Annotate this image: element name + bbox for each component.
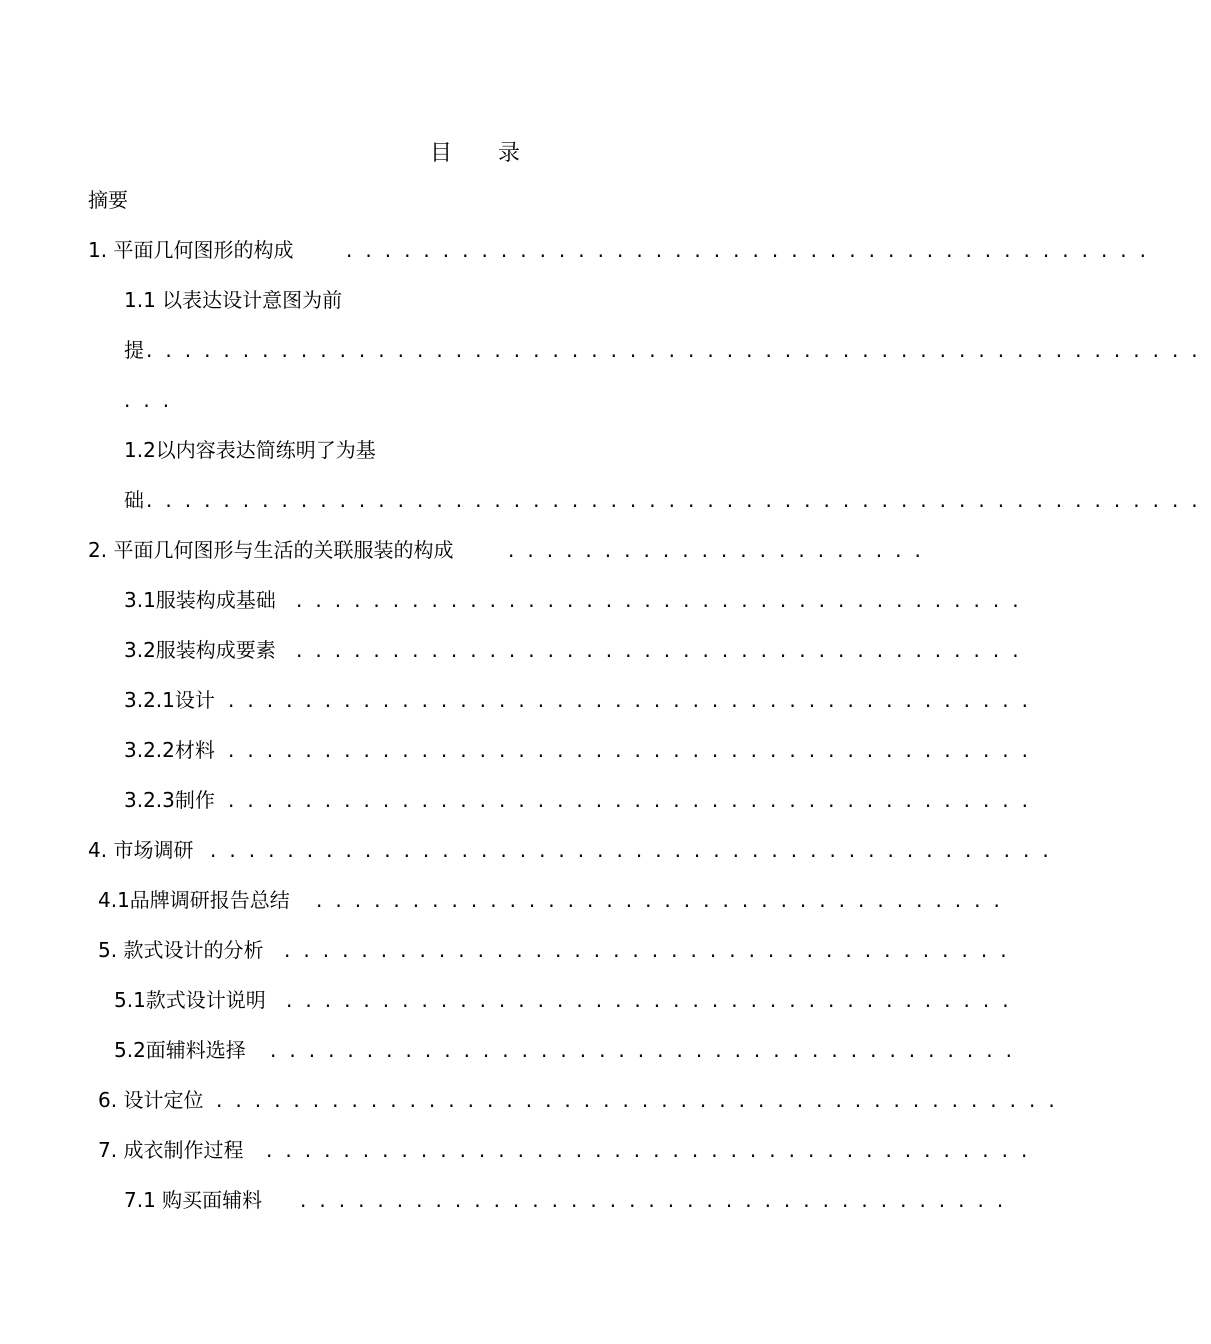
toc-entry-label: 础 bbox=[124, 488, 144, 512]
toc-entry[interactable] bbox=[98, 886, 290, 914]
toc-entry-abstract[interactable] bbox=[88, 186, 128, 214]
toc-entry-label: 4.1品牌调研报告总结 bbox=[98, 888, 290, 912]
toc-leader-dots: ...................... bbox=[508, 538, 934, 562]
toc-entry[interactable] bbox=[124, 636, 276, 664]
toc-title-char-1: 目 bbox=[429, 141, 452, 166]
toc-entry[interactable] bbox=[98, 936, 263, 964]
toc-entry[interactable] bbox=[124, 486, 144, 514]
toc-leader-dots: ............................................ bbox=[210, 838, 1062, 862]
toc-leader-dots: ...................................... bbox=[286, 988, 1022, 1012]
toc-entry[interactable] bbox=[98, 1136, 243, 1164]
toc-entry[interactable] bbox=[88, 836, 193, 864]
toc-leader-dots: ..................................... bbox=[300, 1188, 1017, 1212]
toc-entry-label: 6. 设计定位 bbox=[98, 1088, 204, 1112]
toc-leader-dots: .......................................... bbox=[346, 238, 1160, 262]
toc-leader-dots: ...................................... bbox=[284, 938, 1020, 962]
toc-entry-label: 1.1 以表达设计意图为前 bbox=[124, 288, 343, 312]
toc-entry[interactable] bbox=[124, 1186, 262, 1214]
toc-entry-label: 3.2.2材料 bbox=[124, 738, 215, 762]
toc-entry[interactable] bbox=[88, 236, 293, 264]
toc-entry[interactable] bbox=[124, 286, 342, 314]
toc-entry-label: 5.1款式设计说明 bbox=[114, 988, 266, 1012]
toc-entry-label: 4. 市场调研 bbox=[88, 838, 194, 862]
toc-title bbox=[0, 136, 950, 167]
toc-entry-label: 5.2面辅料选择 bbox=[114, 1038, 246, 1062]
toc-leader-dots: ....................................................... bbox=[146, 488, 1211, 512]
toc-leader-dots: ....................................................... bbox=[146, 338, 1211, 362]
toc-entry[interactable] bbox=[114, 986, 266, 1014]
toc-entry[interactable] bbox=[124, 586, 276, 614]
toc-entry[interactable] bbox=[124, 686, 215, 714]
toc-leader-dots: .......................................... bbox=[228, 788, 1042, 812]
toc-entry[interactable] bbox=[98, 1086, 203, 1114]
toc-entry-label: 3.1服装构成基础 bbox=[124, 588, 276, 612]
toc-leader-dots: ...................................... bbox=[296, 588, 1032, 612]
toc-leader-dots: .................................... bbox=[316, 888, 1013, 912]
toc-leader-dots: ........................................ bbox=[266, 1138, 1041, 1162]
toc-leader-dots: ...................................... bbox=[296, 638, 1032, 662]
toc-entry-label: 2. 平面几何图形与生活的关联服装的构成 bbox=[88, 538, 454, 562]
toc-entry[interactable] bbox=[124, 786, 215, 814]
toc-entry[interactable] bbox=[124, 436, 376, 464]
toc-entry-label: 3.2.3制作 bbox=[124, 788, 215, 812]
toc-entry-label: 5. 款式设计的分析 bbox=[98, 938, 264, 962]
toc-entry-label: 1. 平面几何图形的构成 bbox=[88, 238, 294, 262]
toc-entry[interactable] bbox=[124, 736, 215, 764]
toc-title-char-2: 录 bbox=[498, 141, 521, 166]
toc-leader-dots: ....................................... bbox=[270, 1038, 1025, 1062]
toc-leader-dots: ... bbox=[124, 388, 183, 412]
toc-leader-dots: ............................................ bbox=[216, 1088, 1068, 1112]
toc-entry[interactable] bbox=[124, 336, 144, 364]
toc-entry-label: 摘要 bbox=[88, 188, 128, 212]
toc-entry-label: 7.1 购买面辅料 bbox=[124, 1188, 263, 1212]
toc-entry[interactable] bbox=[88, 536, 453, 564]
toc-entry-label: 1.2以内容表达简练明了为基 bbox=[124, 438, 376, 462]
toc-entry-label: 3.2服装构成要素 bbox=[124, 638, 276, 662]
toc-leader-dots: .......................................... bbox=[228, 738, 1042, 762]
toc-entry-label: 3.2.1设计 bbox=[124, 688, 215, 712]
toc-entry-label: 7. 成衣制作过程 bbox=[98, 1138, 244, 1162]
toc-entry[interactable] bbox=[114, 1036, 246, 1064]
toc-entry-label: 提 bbox=[124, 338, 144, 362]
toc-leader-dots: .......................................... bbox=[228, 688, 1042, 712]
